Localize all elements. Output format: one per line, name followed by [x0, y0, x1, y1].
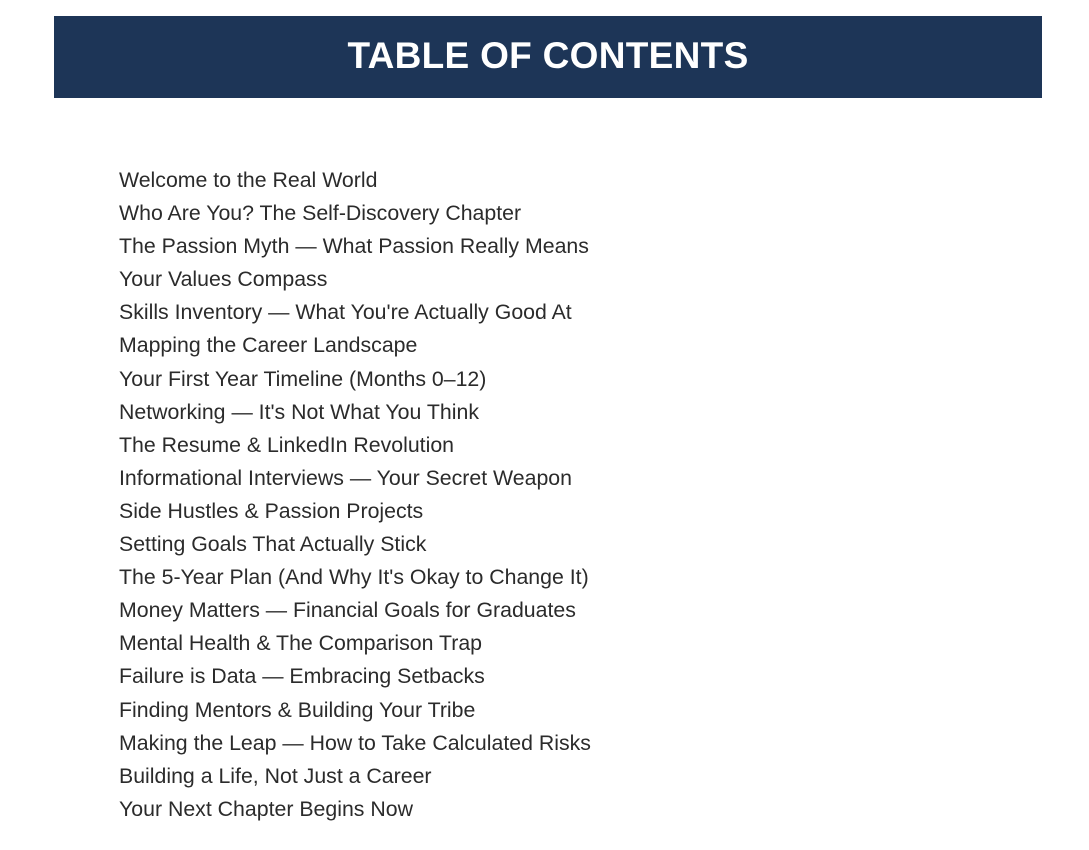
toc-entry: Finding Mentors & Building Your Tribe [119, 697, 476, 722]
toc-entry: Making the Leap — How to Take Calculated Risks [119, 730, 591, 755]
toc-entry: Your Values Compass [119, 267, 328, 292]
toc-entry: Money Matters — Financial Goals for Graduates [119, 598, 576, 623]
title-banner [54, 16, 1042, 98]
toc-entry: Welcome to the Real World [119, 168, 378, 192]
toc-entry: Who Are You? The Self-Discovery Chapter [119, 201, 522, 226]
toc-entry: Failure is Data — Embracing Setbacks [119, 664, 485, 689]
toc-entry: Mental Health & The Comparison Trap [119, 631, 483, 656]
toc-entry: The Passion Myth — What Passion Really Means [119, 234, 589, 259]
toc-entry: Informational Interviews — Your Secret Weapon [119, 465, 572, 490]
table-of-contents-list [119, 164, 591, 826]
toc-entry: The Resume & LinkedIn Revolution [119, 432, 455, 457]
page-title: TABLE OF CONTENTS [347, 35, 749, 76]
toc-entry: Building a Life, Not Just a Career [119, 763, 432, 788]
toc-entry: Skills Inventory — What You're Actually Good At [119, 300, 572, 325]
toc-entry: The 5-Year Plan (And Why It's Okay to Change It) [119, 565, 589, 590]
toc-entry: Networking — It's Not What You Think [119, 399, 479, 424]
toc-entry: Your First Year Timeline (Months 0–12) [119, 366, 487, 391]
toc-entry: Mapping the Career Landscape [119, 333, 418, 358]
toc-entry: Side Hustles & Passion Projects [119, 498, 424, 523]
toc-entry: Your Next Chapter Begins Now [119, 796, 413, 821]
toc-entry: Setting Goals That Actually Stick [119, 532, 427, 557]
